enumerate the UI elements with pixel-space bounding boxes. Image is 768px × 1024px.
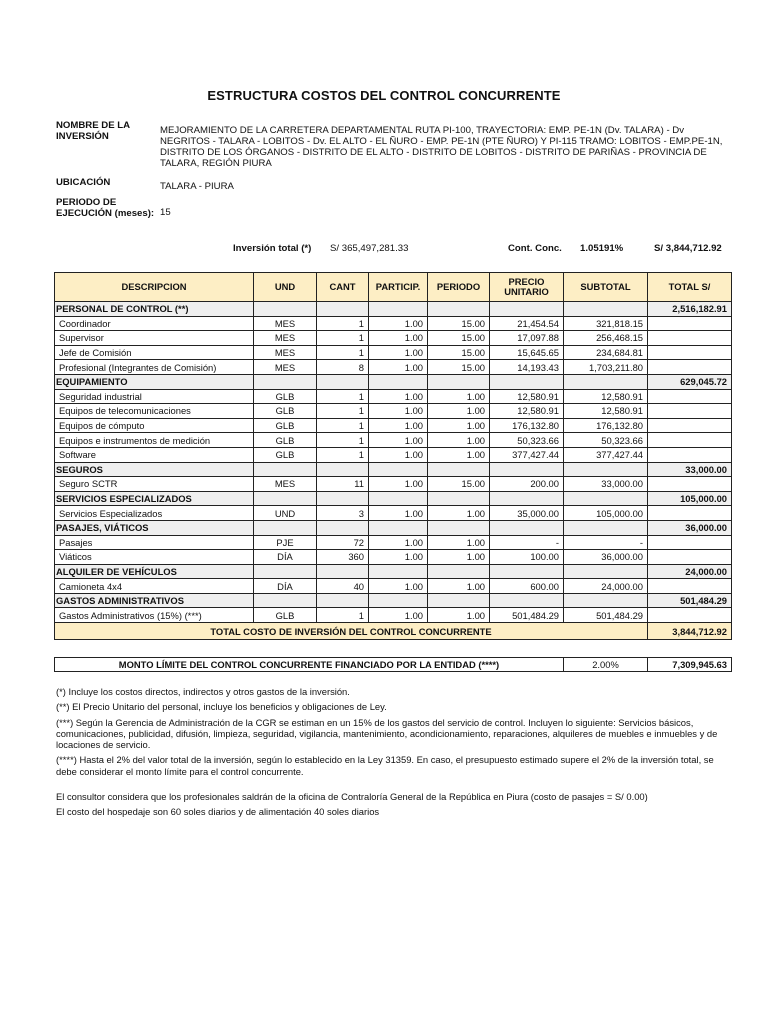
item-particip: 1.00 bbox=[369, 535, 428, 550]
table-row bbox=[55, 345, 732, 360]
empty-cell bbox=[648, 404, 732, 419]
limit-row bbox=[55, 658, 732, 672]
empty-cell bbox=[369, 520, 428, 535]
empty-cell bbox=[369, 564, 428, 579]
table-row bbox=[55, 389, 732, 404]
empty-cell bbox=[648, 418, 732, 433]
section-total: 501,484.29 bbox=[648, 593, 732, 608]
table-row bbox=[55, 447, 732, 462]
empty-cell bbox=[428, 302, 490, 317]
item-subtotal: 1,703,211.80 bbox=[564, 360, 648, 375]
empty-cell bbox=[564, 564, 648, 579]
section-name: ALQUILER DE VEHÍCULOS bbox=[55, 564, 254, 579]
item-cant: 1 bbox=[317, 316, 369, 331]
empty-cell bbox=[648, 535, 732, 550]
item-precio: 176,132.80 bbox=[490, 418, 564, 433]
limit-value: 7,309,945.63 bbox=[648, 658, 732, 672]
item-particip: 1.00 bbox=[369, 418, 428, 433]
header-cant: CANT bbox=[317, 273, 369, 302]
empty-cell bbox=[490, 302, 564, 317]
empty-cell bbox=[490, 491, 564, 506]
section-total: 2,516,182.91 bbox=[648, 302, 732, 317]
section-total: 36,000.00 bbox=[648, 520, 732, 535]
item-description: Gastos Administrativos (15%) (***) bbox=[55, 608, 254, 623]
empty-cell bbox=[317, 564, 369, 579]
item-subtotal: 36,000.00 bbox=[564, 550, 648, 565]
grand-total-label: TOTAL COSTO DE INVERSIÓN DEL CONTROL CONCURRENTE bbox=[55, 623, 648, 640]
header-particip: PARTICIP. bbox=[369, 273, 428, 302]
item-und: MES bbox=[254, 360, 317, 375]
section-name: GASTOS ADMINISTRATIVOS bbox=[55, 593, 254, 608]
item-subtotal: 256,468.15 bbox=[564, 331, 648, 346]
section-row bbox=[55, 374, 732, 389]
note-2: (**) El Precio Unitario del personal, incluye los beneficios y obligaciones de Ley. bbox=[56, 701, 387, 713]
item-precio: 501,484.29 bbox=[490, 608, 564, 623]
item-particip: 1.00 bbox=[369, 404, 428, 419]
item-particip: 1.00 bbox=[369, 477, 428, 492]
empty-cell bbox=[648, 389, 732, 404]
section-name: PERSONAL DE CONTROL (**) bbox=[55, 302, 254, 317]
item-und: PJE bbox=[254, 535, 317, 550]
item-subtotal: 24,000.00 bbox=[564, 579, 648, 594]
item-und: DÍA bbox=[254, 579, 317, 594]
page-title: ESTRUCTURA COSTOS DEL CONTROL CONCURRENTE bbox=[207, 88, 561, 103]
item-particip: 1.00 bbox=[369, 345, 428, 360]
item-precio: - bbox=[490, 535, 564, 550]
periodo-label-1: PERIODO DE bbox=[56, 197, 117, 208]
inversion-total-value: S/ 365,497,281.33 bbox=[330, 243, 409, 254]
item-description: Equipos de cómputo bbox=[55, 418, 254, 433]
ubicacion-value: TALARA - PIURA bbox=[160, 181, 234, 192]
item-cant: 1 bbox=[317, 433, 369, 448]
item-periodo: 1.00 bbox=[428, 608, 490, 623]
item-precio: 35,000.00 bbox=[490, 506, 564, 521]
cont-conc-value: S/ 3,844,712.92 bbox=[654, 243, 722, 254]
item-description: Seguro SCTR bbox=[55, 477, 254, 492]
empty-cell bbox=[254, 491, 317, 506]
item-precio: 12,580.91 bbox=[490, 389, 564, 404]
header-descripcion: DESCRIPCION bbox=[55, 273, 254, 302]
item-description: Profesional (Integrantes de Comisión) bbox=[55, 360, 254, 375]
empty-cell bbox=[317, 593, 369, 608]
section-total: 105,000.00 bbox=[648, 491, 732, 506]
section-name: PASAJES, VIÁTICOS bbox=[55, 520, 254, 535]
empty-cell bbox=[648, 360, 732, 375]
table-row bbox=[55, 506, 732, 521]
empty-cell bbox=[428, 564, 490, 579]
section-row bbox=[55, 302, 732, 317]
item-description: Pasajes bbox=[55, 535, 254, 550]
item-periodo: 1.00 bbox=[428, 535, 490, 550]
empty-cell bbox=[428, 520, 490, 535]
note-3: (***) Según la Gerencia de Administración de la CGR se estiman en un 15% de los gastos del servicio de control. Incluyen lo siguiente: Servicios básicos, comunicaciones, publicidad, difusión, limpieza, seguridad, vigilancia, mantenimiento, acondicionamiento, reparaciones, alquileres de muebles e inmuebles y de locaciones de servicio. bbox=[56, 716, 718, 751]
item-precio: 17,097.88 bbox=[490, 331, 564, 346]
empty-cell bbox=[564, 593, 648, 608]
ubicacion-label: UBICACIÓN bbox=[56, 177, 111, 188]
empty-cell bbox=[648, 331, 732, 346]
section-name: SEGUROS bbox=[55, 462, 254, 477]
empty-cell bbox=[254, 593, 317, 608]
periodo-label-2: EJECUCIÓN (meses): bbox=[56, 208, 155, 219]
empty-cell bbox=[369, 593, 428, 608]
limit-table bbox=[54, 657, 732, 672]
table-row bbox=[55, 579, 732, 594]
empty-cell bbox=[254, 302, 317, 317]
item-subtotal: 377,427.44 bbox=[564, 447, 648, 462]
item-periodo: 15.00 bbox=[428, 360, 490, 375]
empty-cell bbox=[564, 491, 648, 506]
empty-cell bbox=[564, 302, 648, 317]
item-und: GLB bbox=[254, 447, 317, 462]
item-periodo: 1.00 bbox=[428, 433, 490, 448]
item-und: GLB bbox=[254, 404, 317, 419]
note-consultor: El consultor considera que los profesionales saldrán de la oficina de Contraloría General de la República en Piura (costo de pasajes = S/ 0.00) bbox=[56, 791, 648, 803]
item-particip: 1.00 bbox=[369, 447, 428, 462]
item-cant: 11 bbox=[317, 477, 369, 492]
item-und: MES bbox=[254, 331, 317, 346]
item-periodo: 15.00 bbox=[428, 316, 490, 331]
item-cant: 360 bbox=[317, 550, 369, 565]
item-cant: 1 bbox=[317, 389, 369, 404]
table-row bbox=[55, 404, 732, 419]
empty-cell bbox=[317, 374, 369, 389]
empty-cell bbox=[648, 447, 732, 462]
item-particip: 1.00 bbox=[369, 360, 428, 375]
item-periodo: 15.00 bbox=[428, 477, 490, 492]
item-und: GLB bbox=[254, 389, 317, 404]
table-row bbox=[55, 535, 732, 550]
item-description: Supervisor bbox=[55, 331, 254, 346]
empty-cell bbox=[369, 462, 428, 477]
table-row bbox=[55, 360, 732, 375]
item-description: Software bbox=[55, 447, 254, 462]
item-subtotal: - bbox=[564, 535, 648, 550]
cost-table bbox=[54, 272, 732, 640]
section-row bbox=[55, 491, 732, 506]
item-cant: 72 bbox=[317, 535, 369, 550]
item-precio: 12,580.91 bbox=[490, 404, 564, 419]
empty-cell bbox=[648, 477, 732, 492]
item-subtotal: 176,132.80 bbox=[564, 418, 648, 433]
item-und: GLB bbox=[254, 608, 317, 623]
section-row bbox=[55, 520, 732, 535]
section-total: 24,000.00 bbox=[648, 564, 732, 579]
empty-cell bbox=[490, 593, 564, 608]
limit-label: MONTO LÍMITE DEL CONTROL CONCURRENTE FINANCIADO POR LA ENTIDAD (****) bbox=[55, 658, 564, 672]
item-cant: 1 bbox=[317, 345, 369, 360]
header-und: UND bbox=[254, 273, 317, 302]
item-subtotal: 12,580.91 bbox=[564, 389, 648, 404]
nombre-label: NOMBRE DE LA INVERSIÓN bbox=[56, 120, 130, 142]
empty-cell bbox=[254, 374, 317, 389]
item-periodo: 1.00 bbox=[428, 579, 490, 594]
item-description: Servicios Especializados bbox=[55, 506, 254, 521]
note-1: (*) Incluye los costos directos, indirectos y otros gastos de la inversión. bbox=[56, 686, 350, 697]
empty-cell bbox=[564, 374, 648, 389]
empty-cell bbox=[490, 374, 564, 389]
item-precio: 600.00 bbox=[490, 579, 564, 594]
item-precio: 50,323.66 bbox=[490, 433, 564, 448]
empty-cell bbox=[648, 345, 732, 360]
table-row bbox=[55, 316, 732, 331]
item-description: Equipos e instrumentos de medición bbox=[55, 433, 254, 448]
item-periodo: 1.00 bbox=[428, 447, 490, 462]
item-periodo: 15.00 bbox=[428, 331, 490, 346]
section-name: EQUIPAMIENTO bbox=[55, 374, 254, 389]
item-und: UND bbox=[254, 506, 317, 521]
item-cant: 1 bbox=[317, 418, 369, 433]
empty-cell bbox=[254, 462, 317, 477]
item-cant: 1 bbox=[317, 447, 369, 462]
empty-cell bbox=[254, 520, 317, 535]
empty-cell bbox=[648, 579, 732, 594]
nombre-value: MEJORAMIENTO DE LA CARRETERA DEPARTAMENTAL RUTA PI-100, TRAYECTORIA: EMP. PE-1N (Dv. TALARA) - Dv NEGRITOS - TALARA - LOBITOS - Dv. EL ALTO - EL ÑURO - EMP. PE-1N (PTE ÑURO) Y PI-115 TRAMO: LOBITOS - EMP.PE-1N, DISTRITO DE LOS ÓRGANOS - DISTRITO DE EL ALTO - DISTRITO DE LOBITOS - DISTRITO DE PARIÑAS - PROVINCIA DE TALARA, REGIÓN PIURA bbox=[160, 125, 723, 169]
item-description: Seguridad industrial bbox=[55, 389, 254, 404]
item-cant: 1 bbox=[317, 331, 369, 346]
item-cant: 1 bbox=[317, 404, 369, 419]
empty-cell bbox=[317, 462, 369, 477]
note-hospedaje: El costo del hospedaje son 60 soles diarios y de alimentación 40 soles diarios bbox=[56, 806, 380, 818]
empty-cell bbox=[490, 564, 564, 579]
item-description: Coordinador bbox=[55, 316, 254, 331]
empty-cell bbox=[317, 302, 369, 317]
table-row bbox=[55, 418, 732, 433]
item-subtotal: 50,323.66 bbox=[564, 433, 648, 448]
item-periodo: 1.00 bbox=[428, 404, 490, 419]
item-particip: 1.00 bbox=[369, 331, 428, 346]
empty-cell bbox=[317, 491, 369, 506]
empty-cell bbox=[369, 491, 428, 506]
footnotes bbox=[56, 686, 736, 822]
item-und: DÍA bbox=[254, 550, 317, 565]
item-periodo: 1.00 bbox=[428, 506, 490, 521]
item-particip: 1.00 bbox=[369, 389, 428, 404]
item-subtotal: 33,000.00 bbox=[564, 477, 648, 492]
empty-cell bbox=[648, 316, 732, 331]
section-row bbox=[55, 593, 732, 608]
table-header-row bbox=[55, 273, 732, 302]
item-particip: 1.00 bbox=[369, 579, 428, 594]
item-und: MES bbox=[254, 345, 317, 360]
table-row bbox=[55, 550, 732, 565]
item-precio: 100.00 bbox=[490, 550, 564, 565]
item-subtotal: 12,580.91 bbox=[564, 404, 648, 419]
item-periodo: 1.00 bbox=[428, 418, 490, 433]
empty-cell bbox=[648, 608, 732, 623]
item-particip: 1.00 bbox=[369, 608, 428, 623]
table-row bbox=[55, 433, 732, 448]
item-precio: 14,193.43 bbox=[490, 360, 564, 375]
item-periodo: 1.00 bbox=[428, 389, 490, 404]
table-row bbox=[55, 608, 732, 623]
item-und: MES bbox=[254, 477, 317, 492]
item-particip: 1.00 bbox=[369, 316, 428, 331]
table-row bbox=[55, 331, 732, 346]
item-precio: 21,454.54 bbox=[490, 316, 564, 331]
table-row bbox=[55, 477, 732, 492]
empty-cell bbox=[369, 374, 428, 389]
section-row bbox=[55, 564, 732, 579]
empty-cell bbox=[490, 520, 564, 535]
item-und: GLB bbox=[254, 433, 317, 448]
item-precio: 200.00 bbox=[490, 477, 564, 492]
empty-cell bbox=[317, 520, 369, 535]
item-periodo: 15.00 bbox=[428, 345, 490, 360]
cont-conc-pct: 1.05191% bbox=[580, 243, 624, 254]
empty-cell bbox=[564, 462, 648, 477]
empty-cell bbox=[648, 550, 732, 565]
item-cant: 8 bbox=[317, 360, 369, 375]
item-particip: 1.00 bbox=[369, 506, 428, 521]
limit-pct: 2.00% bbox=[564, 658, 648, 672]
empty-cell bbox=[648, 506, 732, 521]
item-description: Jefe de Comisión bbox=[55, 345, 254, 360]
empty-cell bbox=[428, 462, 490, 477]
inversion-total-label: Inversión total (*) bbox=[233, 243, 312, 254]
header-subtotal: SUBTOTAL bbox=[564, 273, 648, 302]
periodo-value: 15 bbox=[160, 207, 171, 218]
section-name: SERVICIOS ESPECIALIZADOS bbox=[55, 491, 254, 506]
section-total: 629,045.72 bbox=[648, 374, 732, 389]
item-description: Equipos de telecomunicaciones bbox=[55, 404, 254, 419]
item-periodo: 1.00 bbox=[428, 550, 490, 565]
item-particip: 1.00 bbox=[369, 433, 428, 448]
section-row bbox=[55, 462, 732, 477]
empty-cell bbox=[428, 374, 490, 389]
section-total: 33,000.00 bbox=[648, 462, 732, 477]
empty-cell bbox=[254, 564, 317, 579]
empty-cell bbox=[490, 462, 564, 477]
empty-cell bbox=[369, 302, 428, 317]
item-und: GLB bbox=[254, 418, 317, 433]
note-4: (****) Hasta el 2% del valor total de la inversión, según lo establecido en la Ley 31359. En caso, el presupuesto estimado supere el 2% de la inversión total, se debe considerar el monto límite para el control concurrente. bbox=[56, 754, 714, 777]
header-periodo: PERIODO bbox=[428, 273, 490, 302]
item-subtotal: 321,818.15 bbox=[564, 316, 648, 331]
item-description: Camioneta 4x4 bbox=[55, 579, 254, 594]
cont-conc-label: Cont. Conc. bbox=[508, 243, 562, 254]
item-precio: 377,427.44 bbox=[490, 447, 564, 462]
grand-total-value: 3,844,712.92 bbox=[648, 623, 732, 640]
empty-cell bbox=[648, 433, 732, 448]
item-cant: 3 bbox=[317, 506, 369, 521]
item-subtotal: 501,484.29 bbox=[564, 608, 648, 623]
grand-total-row bbox=[55, 623, 732, 640]
item-precio: 15,645.65 bbox=[490, 345, 564, 360]
item-und: MES bbox=[254, 316, 317, 331]
header-total: TOTAL S/ bbox=[648, 273, 732, 302]
item-cant: 40 bbox=[317, 579, 369, 594]
empty-cell bbox=[428, 593, 490, 608]
item-cant: 1 bbox=[317, 608, 369, 623]
item-particip: 1.00 bbox=[369, 550, 428, 565]
item-subtotal: 105,000.00 bbox=[564, 506, 648, 521]
item-description: Viáticos bbox=[55, 550, 254, 565]
empty-cell bbox=[564, 520, 648, 535]
item-subtotal: 234,684.81 bbox=[564, 345, 648, 360]
empty-cell bbox=[428, 491, 490, 506]
header-precio-unitario: PRECIO UNITARIO bbox=[490, 273, 564, 302]
